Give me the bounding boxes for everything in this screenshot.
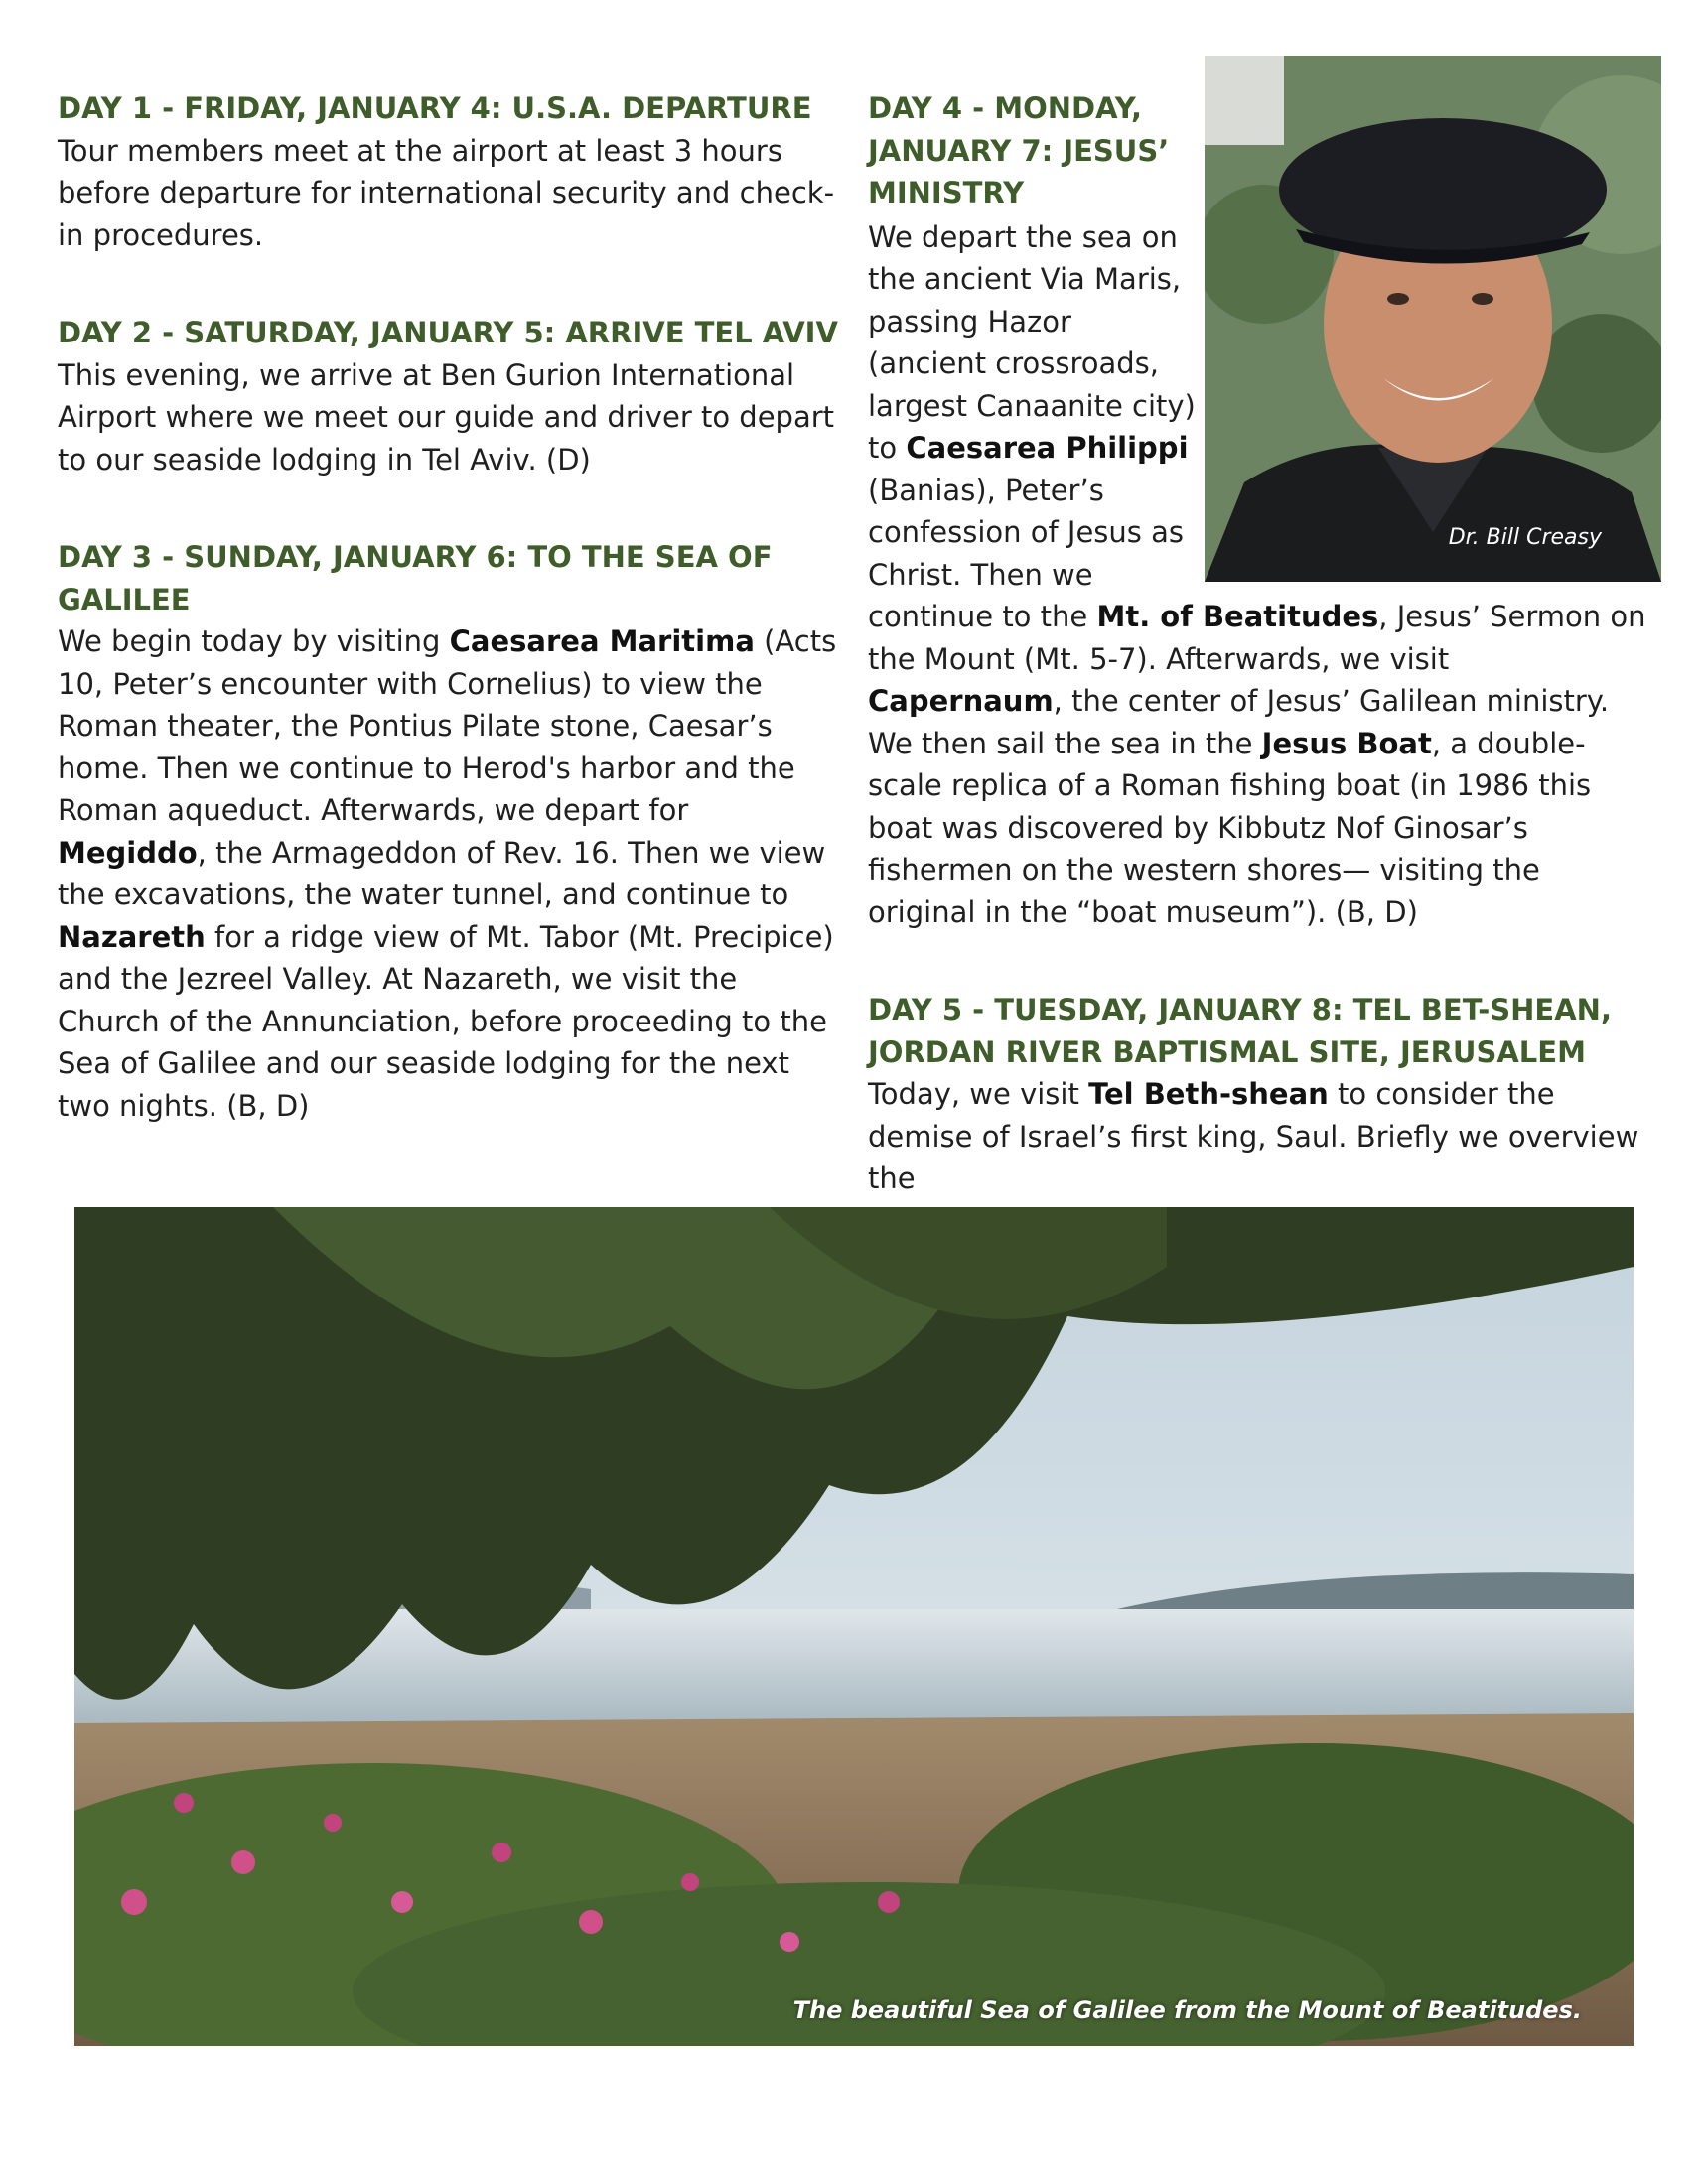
caesarea-maritima: Caesarea Maritima bbox=[449, 624, 755, 658]
day-2-text: This evening, we arrive at Ben Gurion International Airport where we meet our guide and driver to depart to our seaside lodging in Tel Aviv. (D) bbox=[58, 357, 835, 477]
portrait-caption: Dr. Bill Creasy bbox=[1448, 525, 1602, 550]
day-4-text-wrapped bbox=[868, 216, 1196, 597]
capernaum: Capernaum bbox=[868, 684, 1054, 718]
day-4-heading: DAY 4 - MONDAY, JANUARY 7: JESUS’ MINISTRY bbox=[868, 91, 1170, 209]
day-3-heading: DAY 3 - SUNDAY, JANUARY 6: TO THE SEA OF GALILEE bbox=[58, 540, 773, 616]
megiddo: Megiddo bbox=[58, 835, 198, 870]
day-3-text-4: for a ridge view of Mt. Tabor (Mt. Precipice) and the Jezreel Valley. At Nazareth, we visit the Church of the Annunciation, before proceeding to the Sea of Galilee and our seaside lodging for the next two nights. (B, D) bbox=[58, 919, 834, 1123]
day-4-text-3: continue to the bbox=[868, 600, 1097, 633]
left-column bbox=[58, 87, 842, 1127]
day-4-text-4: , Jesus’ Sermon on the Mount (Mt. 5-7). Afterwards, we visit bbox=[868, 600, 1646, 676]
tel-beth-shean: Tel Beth-shean bbox=[1088, 1077, 1329, 1111]
day-5-section bbox=[868, 989, 1652, 1200]
day-2-section bbox=[58, 312, 842, 480]
mt-of-beatitudes: Mt. of Beatitudes bbox=[1096, 600, 1379, 633]
day-3-text-2: (Acts 10, Peter’s encounter with Cornelius) to view the Roman theater, the Pontius Pilate stone, Caesar’s home. Then we continue to Herod's harbor and the Roman aqueduct. Afterwards, we depart for bbox=[58, 624, 837, 827]
landscape-illustration bbox=[74, 1207, 1634, 2046]
day-4-text-5: , the center of Jesus’ Galilean ministry. We then sail the sea in the bbox=[868, 684, 1610, 760]
day-5-text-1: Today, we visit bbox=[868, 1077, 1089, 1111]
day-3-text bbox=[58, 620, 842, 1127]
day-5-text-2: to consider the demise of Israel’s first king, Saul. Briefly we overview the bbox=[868, 1077, 1639, 1195]
day-2-heading: DAY 2 - SATURDAY, JANUARY 5: ARRIVE TEL AVIV bbox=[58, 316, 838, 349]
day-4-section bbox=[868, 87, 1652, 933]
nazareth: Nazareth bbox=[58, 919, 206, 954]
caesarea-philippi: Caesarea Philippi bbox=[906, 431, 1189, 465]
day-1-section bbox=[58, 87, 842, 256]
day-1-text: Tour members meet at the airport at least 3 hours before departure for international security and check-in procedures. bbox=[58, 133, 835, 252]
jesus-boat: Jesus Boat bbox=[1261, 726, 1432, 760]
day-1-heading: DAY 1 - FRIDAY, JANUARY 4: U.S.A. DEPARTURE bbox=[58, 91, 812, 125]
day-3-text-3: , the Armageddon of Rev. 16. Then we view the excavations, the water tunnel, and continue to bbox=[58, 835, 826, 911]
day-4-text-6: , a double-scale replica of a Roman fishing boat (in 1986 this boat was discovered by Kibbutz Nof Ginosar’s fishermen on the western shores— visiting the original in the “boat museum”). (B, D) bbox=[868, 726, 1592, 929]
day-4-text-full bbox=[868, 596, 1652, 933]
day-4-text-2: (Banias), Peter’s confession of Jesus as Christ. Then we bbox=[868, 473, 1184, 592]
day-4-text-1: We depart the sea on the ancient Via Maris, passing Hazor (ancient crossroads, largest Canaanite city) to bbox=[868, 219, 1196, 465]
day-5-heading: DAY 5 - TUESDAY, JANUARY 8: TEL BET-SHEAN, JORDAN RIVER BAPTISMAL SITE, JERUSALEM bbox=[868, 993, 1612, 1069]
landscape-photo bbox=[74, 1207, 1634, 2046]
right-column bbox=[868, 87, 1652, 1200]
day-5-text bbox=[868, 1073, 1652, 1200]
landscape-caption: The beautiful Sea of Galilee from the Mount of Beatitudes. bbox=[792, 1996, 1582, 2024]
day-3-text-1: We begin today by visiting bbox=[58, 624, 450, 658]
day-3-section bbox=[58, 536, 842, 1127]
